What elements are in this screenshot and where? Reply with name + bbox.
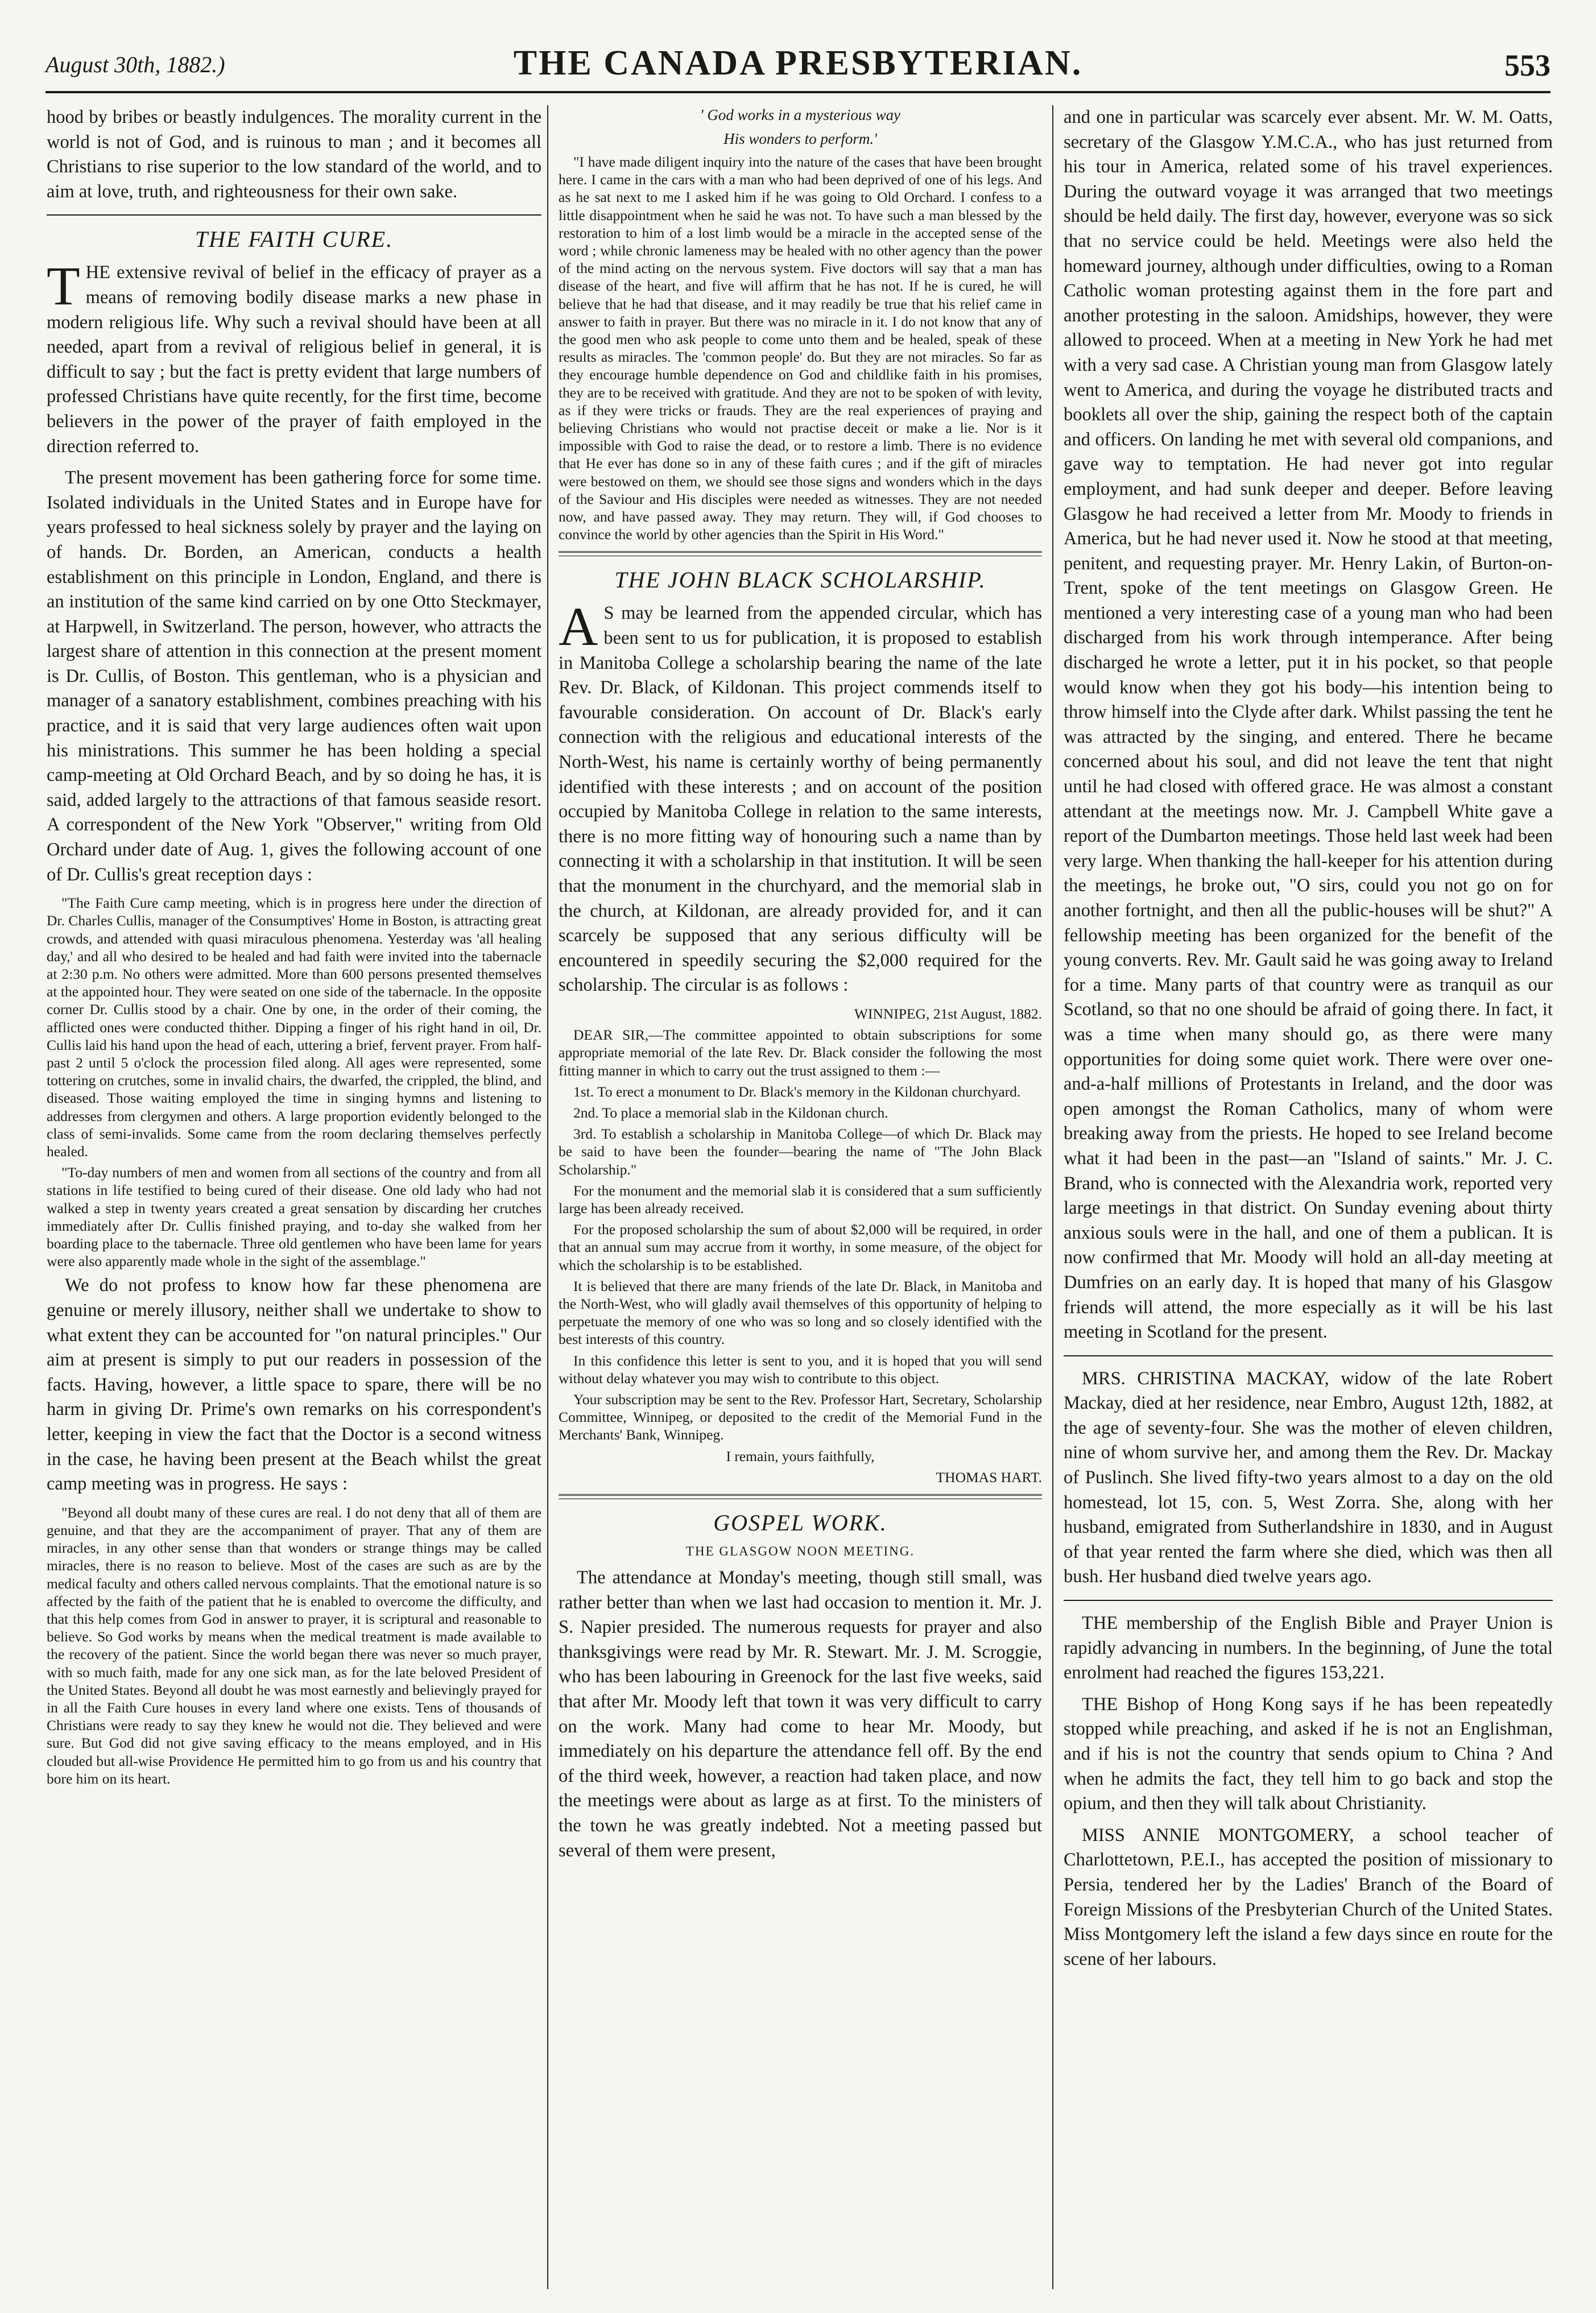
article-heading-scholarship: THE JOHN BLACK SCHOLARSHIP. (614, 567, 986, 593)
paragraph: and one in particular was scarcely ever absent. Mr. W. M. Oatts, secretary of the Glasgow Y.M.C.A., who has just returned from his tour in America, related some of his travel experiences. During the outward voyage it was arranged that two meetings should be held daily. The first day, however, everyone was so sick that no service could be held. Meetings were also held the homeward journey, although under difficulties, owing to a Roman Catholic woman protesting against them in the fore part and another protesting in the saloon. Amidships, however, they were allowed to proceed. When at a meeting in New York he had met with a very sad case. A Christian young man from Glasgow lately went to America, and during the voyage he distributed tracts and booklets all over the ship, gaining the respect both of the captain and officers. On landing he met with several old companions, and gave way to temptation. He had never got into regular employment, and had sunk deeper and deeper. Before leaving Glasgow he had received a letter from Mr. Moody to friends in America, but he had never used it. Now he stood at that meeting, penitent, and requesting prayer. Mr. Henry Lakin, of Burton-on-Trent, spoke of the tent meetings on Glasgow Green. He mentioned a very interesting case of a young man who had been discharged from his work through intemperance. After being discharged he wrote a letter, put it in his pocket, so that people would know when they got his body—his intention being to throw himself into the Clyde after dark. Whilst passing the tent he was attracted by the singing, and entered. There he became concerned about his soul, and did not leave the tent that night until he had closed with offered grace. He was almost a constant attendant at the meetings now. Mr. J. Campbell White gave a report of the Dumbarton meetings. Those held last week had been very large. When thanking the hall-keeper for his attention during the meetings, he broke out, "O sirs, could you not go on for another fortnight, and then all the public-houses will be shut?" A fellowship meeting has been organized for the benefit of the young converts. Rev. Mr. Gault said he was going away to Ireland for a time. Many parts of that country were as tranquil as our Scotland, so that no one should be afraid of going there. In fact, it was a time when many should go, as there were many opportunities for doing some quiet work. There were over one-and-a-half millions of Protestants in Ireland, and the door was open amongst the Roman Catholics, many of whom were breaking away from the priests. He hoped to see Ireland become what it had been in the past—an "Island of saints." Mr. J. C. Brand, who is connected with the Alexandria work, reported very large meetings in that district. On Sunday evening about thirty anxious souls were in the hall, and one of them a publican. It is now confirmed that Mr. Moody will hold an all-day meeting at Dumfries on an early day. It is hoped that many of his Glasgow friends will attend, the more especially as it will be his last meeting in Scotland for the present. (1064, 107, 1553, 1343)
circular-signature: THOMAS HART. (936, 1468, 1042, 1486)
newspaper-title: THE CANADA PRESBYTERIAN. (513, 44, 1083, 82)
masthead (46, 34, 1550, 93)
column-2 (559, 105, 1042, 2289)
article-subheading: THE GLASGOW NOON MEETING. (685, 1544, 915, 1559)
news-item: THE membership of the English Bible and Prayer Union is rapidly advancing in numbers. In the beginning, of June the total enrolment had reached the figures 153,221. (1064, 1613, 1553, 1683)
circular-paragraph: In this confidence this letter is sent to you, and it is hoped that you will send without delay whatever you may wish to contribute to this object. (559, 1352, 1042, 1387)
circular-dateline: WINNIPEG, 21st August, 1882. (854, 1005, 1042, 1022)
circular-paragraph: 1st. To erect a monument to Dr. Black's memory in the Kildonan churchyard. (573, 1083, 1021, 1100)
news-item: MISS ANNIE MONTGOMERY, a school teacher of Charlottetown, P.E.I., has accepted the position of missionary to Persia, tendered her by the Ladies' Branch of the Board of Foreign Missions of the Presbyterian Church of the United States. Miss Montgomery left the island a few days since en route for the scene of her labours. (1064, 1824, 1553, 1969)
article-heading-gospel-work: GOSPEL WORK. (713, 1510, 887, 1536)
verse-line: ' God works in a mysterious way (700, 106, 901, 123)
column-1 (47, 105, 541, 2289)
article-continuation: hood by bribes or beastly indulgences. The morality current in the world is not of God, and is ruinous to man ; and it becomes all Christians to rise superior to the low standard of the world, and to aim at love, truth, and righteousness for their own sake. (47, 107, 541, 202)
quoted-paragraph: "Beyond all doubt many of these cures are real. I do not deny that all of them are genuine, and that they are the accompaniment of prayer. That any of them are miracles, in any other sense than that wonders or strange things may be called miracles, there is no reason to believe. Most of the cases are such as are by the medical faculty and others called nervous complaints. That the emotional nature is so affected by the faith of the patient that he is enabled to overcome the difficulty, and that this help comes from God in answer to prayer, it is scriptural and reasonable to believe. So God works by means when the medical treatment is made available to the recovery of the patient. Since the world began there was never so much prayer, with so much faith, made for any one sick man, as for the late beloved President of the United States. Beyond all doubt he was most earnestly and believingly prayed for in all the Faith Cure houses in every land where one exists. Tens of thousands of Christians were ready to say they knew he would not die. They believed and were sure. But God did not give saving efficacy to the means employed, and in His clouded but all-wise Providence He permitted him to go from us and his country that bore him on its heart. (47, 1504, 541, 1787)
column-rule (547, 105, 548, 2289)
circular-closing: I remain, yours faithfully, (726, 1447, 875, 1464)
column-3 (1064, 105, 1553, 2289)
column-rule (1052, 105, 1053, 2289)
circular-paragraph: 3rd. To establish a scholarship in Manitoba College—of which Dr. Black may be said to have been the founder—bearing the name of "The John Black Scholarship." (559, 1126, 1042, 1178)
circular-paragraph: 2nd. To place a memorial slab in the Kildonan church. (573, 1104, 888, 1121)
circular-paragraph: Your subscription may be sent to the Rev. Professor Hart, Secretary, Scholarship Committee, Winnipeg, or deposited to the credit of the Memorial Fund in the Merchants' Bank, Winnipeg. (559, 1391, 1042, 1443)
article-heading-faith-cure: THE FAITH CURE. (195, 226, 394, 253)
quoted-paragraph: "The Faith Cure camp meeting, which is in progress here under the direction of Dr. Charles Cullis, manager of the Consumptives' Home in Boston, is attracting great crowds, and attended with quasi miraculous phenomena. Yesterday was 'all healing day,' and all who desired to be healed and had faith were invited into the tabernacle at 2:30 p.m. No others were admitted. More than 600 persons presented themselves at the appointed hour. They were seated on one side of the tabernacle. In the opposite corner Dr. Cullis stood by a chair. One by one, in the order of their coming, the afflicted ones were conducted thither. Dipping a finger of his right hand in oil, Dr. Cullis laid his hand upon the head of each, uttering a brief, fervent prayer. From half-past 2 until 5 o'clock the procession filed along. All ages were represented, some tottering on crutches, some in invalid chairs, the dwarfed, the crippled, the blind, and diseased. Those waiting employed the time in singing hymns and listening to addresses from clergymen and others. A large proportion evidently belonged to the class of semi-invalids. Some came from the room declaring themselves perfectly healed. (47, 895, 541, 1160)
verse-line: His wonders to perform.' (723, 130, 877, 147)
quoted-paragraph: "To-day numbers of men and women from all sections of the country and from all stations in life testified to being cured of their disease. One old lady who had not walked a step in twenty years created a great sensation by discarding her crutches immediately after Dr. Cullis finished praying, and to-day she walked from her boarding place to the tabernacle. Three old gentlemen who have been lame for years were also apparently made whole in the sight of the assemblage." (47, 1164, 541, 1270)
issue-date: August 30th, 1882.) (46, 52, 225, 77)
circular-paragraph: For the proposed scholarship the sum of about $2,000 will be required, in order that an annual sum may accrue from it worthy, in some measure, of the object for which the scholarship is to be established. (559, 1221, 1042, 1273)
paragraph: The present movement has been gathering force for some time. Isolated individuals in the United States and in Europe have for years professed to heal sickness solely by prayer and the laying on of hands. Dr. Borden, an American, conducts a health establishment on this principle in London, England, and there is an institution of the same kind carried on by one Otto Steckmayer, at Harpwell, in Switzerland. The person, however, who attracts the largest share of attention in this connection at the present moment is Dr. Cullis, of Boston. This gentleman, who is a physician and manager of a sanatory establishment, combines preaching with his practice, and it is said that very large audiences often wait upon his ministrations. This summer he has been holding a special camp-meeting at Old Orchard Beach, and by so doing he has, it is said, added largely to the attractions of that famous seaside resort. A correspondent of the New York "Observer," writing from Old Orchard under date of Aug. 1, gives the following account of one of Dr. Cullis's great reception days : (47, 467, 541, 885)
divider (1064, 1600, 1553, 1601)
circular-paragraph: For the monument and the memorial slab it is considered that a sum sufficiently large has been already received. (559, 1182, 1042, 1217)
paragraph: AS may be learned from the appended circular, which has been sent to us for publication, it is proposed to establish in Manitoba College a scholarship bearing the name of the late Rev. Dr. Black, of Kildonan. This project commends itself to favourable consideration. On account of Dr. Black's early connection with the religious and educational interests of the North-West, his name is certainly worthy of being permanently identified with these interests ; and on account of the position occupied by Manitoba College in relation to the same interests, there is no more fitting way of honouring such a name than by connecting it with a scholarship in that institution. It will be seen that the monument in the churchyard, and the memorial slab in the church, at Kildonan, are already provided for, and it can scarcely be supposed that any serious difficulty will be encountered in speedily securing the $2,000 required for the scholarship. The circular is as follows : (559, 596, 1042, 996)
paragraph: The attendance at Monday's meeting, though still small, was rather better than when we last had occasion to mention it. Mr. J. S. Napier presided. The numerous requests for prayer and also thanksgivings were read by Mr. R. Stewart. Mr. J. M. Scroggie, who has been labouring in Greenock for the last five weeks, said that after Mr. Moody left that town it was very difficult to carry on the work. Many had come to hear Mr. Moody, but immediately on his departure the attendance fell off. By the end of the third week, however, a reaction had taken place, and now the meetings were about as large as at first. To the ministers of the town he was greatly indebted. Not a meeting passed but several of them were present, (559, 1567, 1042, 1861)
news-item: THE Bishop of Hong Kong says if he has been repeatedly stopped while preaching, and asked if he is not an Englishman, and if his is not the country that sends opium to China ? And when he admits the fact, they tell him to go back and stop the opium, and then they will talk about Christianity. (1064, 1694, 1553, 1814)
circular-paragraph: It is believed that there are many friends of the late Dr. Black, in Manitoba and the North-West, who will gladly avail themselves of this opportunity of helping to perpetuate the memory of one who was so long and so closely identified with the best interests of this country. (559, 1277, 1042, 1348)
divider (47, 214, 541, 216)
divider (1064, 1355, 1553, 1356)
news-item: MRS. CHRISTINA MACKAY, widow of the late Robert Mackay, died at her residence, near Embro, August 12th, 1882, at the age of seventy-four. She was the mother of eleven children, nine of whom survive her, and among them the Rev. Dr. Mackay of Puslinch. She lived fifty-two years almost to a day on the old homestead, lot 15, con. 5, West Zorra. She, along with her husband, emigrated from Sutherlandshire in 1830, and in August of that year rented the farm where she died, which was then all bush. Her husband died twelve years ago. (1064, 1368, 1553, 1587)
page-number: 553 (1504, 48, 1550, 82)
divider (559, 1494, 1042, 1499)
divider (559, 551, 1042, 556)
quoted-paragraph: "I have made diligent inquiry into the nature of the cases that have been brought here. I came in the cars with a man who had been deprived of one of his legs. And as he sat next to me I asked him if he was going to Old Orchard. I confess to a little disappointment when he said he was not. To have such a man blessed by the restoration to him of a lost limb would be a miracle in the accepted sense of the word ; while chronic lameness may be healed with no other agency than the power of the mind acting on the nervous system. Five doctors will say that a man has disease of the heart, and five will affirm that he has not. If he is cured, he will believe that he had that disease, and it may readily be true that his relief came in answer to faith in prayer. But there was no miracle in it. I do not know that any of the good men who ask people to come unto them and be healed, speak of these results as miracles. The 'common people' do. But they are not miracles. So far as they encourage humble dependence on God and childlike faith in his promises, they are to be received with gratitude. And they are not to be spoken of with levity, as if they were tricks or frauds. They are the real experiences of praying and believing Christians who would not practise deceit or make a lie. Nor is it impossible with God to raise the dead, or to restore a limb. There is no evidence that He ever has done so in any of these faith cures ; and if the gift of miracles were bestowed on them, we should see those signs and wonders which in the days of the Saviour and His disciples were needed as witnesses. They are not needed now, and have passed away. They may return. They will, if God chooses to convince the world by other agencies than the Spirit in His Word." (559, 154, 1042, 543)
circular-paragraph: DEAR SIR,—The committee appointed to obtain subscriptions for some appropriate memorial of the late Rev. Dr. Black consider the following the most fitting manner in which to carry out the trust assigned to them :— (559, 1027, 1042, 1079)
paragraph: We do not profess to know how far these phenomena are genuine or merely illusory, neither shall we undertake to show to what extent they can be accounted for "on natural principles." Our aim at present is simply to put our readers in possession of the facts. Having, however, a little space to spare, there will be no harm in giving Dr. Prime's own remarks on his correspondent's letter, keeping in view the fact that the Doctor is a second witness in the case, he having been present at the Beach whilst the great camp meeting was in progress. He says : (47, 1275, 541, 1495)
paragraph: THE extensive revival of belief in the efficacy of prayer as a means of removing bodily disease marks a new phase in modern religious life. Why such a revival should have been at all needed, apart from a revival of religious belief in general, it is difficult to say ; but the fact is pretty evident that large numbers of professed Christians have quite recently, for the first time, become believers in the power of the prayer of faith employed in the direction referred to. (47, 255, 541, 457)
